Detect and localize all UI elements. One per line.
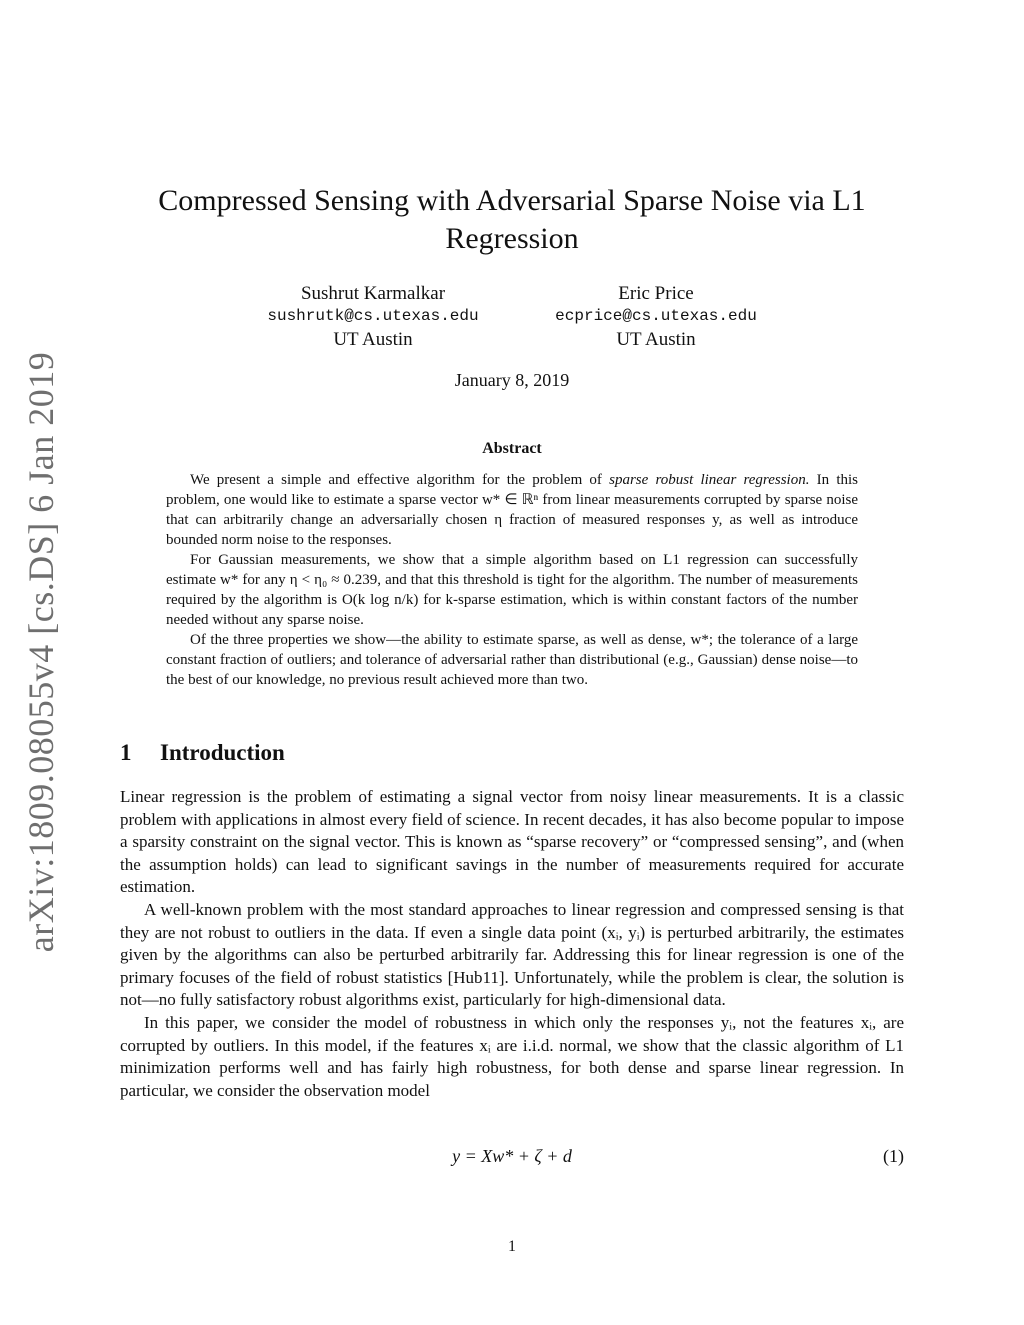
paper-date: January 8, 2019 xyxy=(454,370,570,390)
body-paragraph-2: A well-known problem with the most standard approaches to linear regression and compressed sensing is that they are not robust to outliers in the data. If even a single data point (xᵢ, yᵢ) is perturbed arbitrarily, the estimates given by the algorithms can also be perturbed arbitrarily far. Addressing this for linear regression is one of the primary focuses of the field of robust statistics [Hub11]. Unfortunately, while the problem is clear, the solution is not—no fully satisfactory robust algorithms exist, particularly for high-dimensional data. xyxy=(120,899,904,1010)
abstract-text: We present a simple and effective algorithm for the problem of xyxy=(190,472,610,488)
abstract-body xyxy=(166,470,858,690)
equation-expression: y = Xw* + ζ + d xyxy=(452,1146,572,1166)
author-affiliation: UT Austin xyxy=(616,329,696,350)
section-title: Introduction xyxy=(160,740,285,765)
equation-1 xyxy=(120,1146,904,1170)
paper-title: Compressed Sensing with Adversarial Sparse Noise via L1 Regression xyxy=(158,184,866,255)
equation-number: (1) xyxy=(883,1146,904,1166)
author-name: Eric Price xyxy=(618,283,694,304)
abstract-text: In this problem, one would like to estimate a sparse vector w* ∈ ℝⁿ from linear measurements corrupted by sparse noise that can arbitrarily change an adversarially chosen η fraction of measured responses y, as well as introduce bounded norm noise to the responses. xyxy=(166,472,858,548)
author-block-2 xyxy=(516,282,796,351)
body-paragraph-1: Linear regression is the problem of estimating a signal vector from noisy linear measurements. It is a classic problem with applications in almost every field of science. In recent decades, it has also become popular to impose a sparsity constraint on the signal vector. This is known as “sparse recovery” or “compressed sensing”, and (when the assumption holds) can lead to significant savings in the number of measurements required for accurate estimation. xyxy=(120,787,904,897)
abstract-paragraph-2: For Gaussian measurements, we show that a simple algorithm based on L1 regression can successfully estimate w* for any η < η₀ ≈ 0.239, and that this threshold is tight for the algorithm. The number of measurements required by the algorithm is O(k log n/k) for k-sparse estimation, which is within constant factors of the number needed without any sparse noise. xyxy=(166,552,858,628)
author-email: ecprice@cs.utexas.edu xyxy=(555,307,757,325)
section-number: 1 xyxy=(120,740,132,765)
arxiv-identifier: arXiv:1809.08055v4 [cs.DS] 6 Jan 2019 xyxy=(21,351,62,953)
abstract-emphasis: sparse robust linear regression. xyxy=(609,472,810,488)
section-heading xyxy=(120,740,285,766)
author-email: sushrutk@cs.utexas.edu xyxy=(267,307,479,325)
abstract-paragraph-1 xyxy=(166,470,858,550)
abstract-heading: Abstract xyxy=(482,440,542,457)
abstract-paragraph-3: Of the three properties we show—the ability to estimate sparse, as well as dense, w*; the tolerance of a large constant fraction of outliers; and tolerance of adversarial rather than distributional (e.g., Gaussian) dense noise—to the best of our knowledge, no previous result achieved more than two. xyxy=(166,632,858,688)
intro-body xyxy=(120,786,904,1102)
author-affiliation: UT Austin xyxy=(333,329,413,350)
author-name: Sushrut Karmalkar xyxy=(300,283,446,304)
body-paragraph-3: In this paper, we consider the model of robustness in which only the responses yᵢ, not the features xᵢ, are corrupted by outliers. In this model, if the features xᵢ are i.i.d. normal, we show that the classic algorithm of L1 minimization performs well and has fairly high robustness, for both dense and sparse linear regression. In particular, we consider the observation model xyxy=(120,1012,904,1100)
author-block-1 xyxy=(236,282,510,351)
page-number: 1 xyxy=(508,1238,516,1255)
